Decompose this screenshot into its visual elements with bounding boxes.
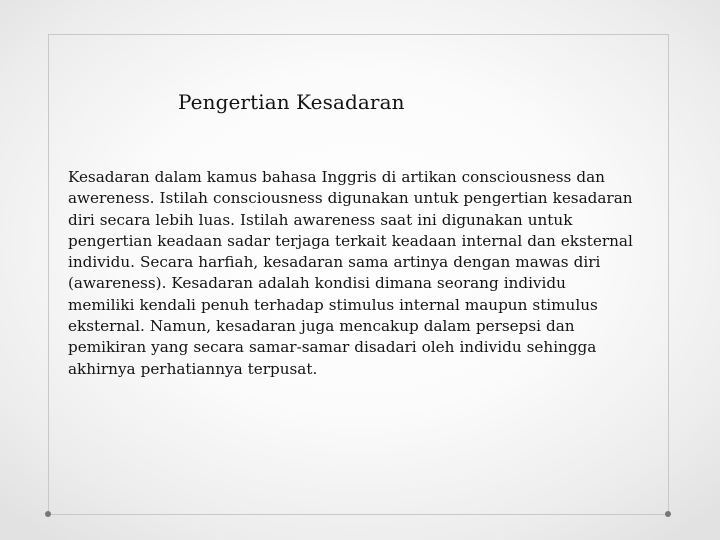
corner-dot-bottom-left-icon xyxy=(45,511,51,517)
slide-title: Pengertian Kesadaran xyxy=(178,90,405,114)
frame-bottom-line xyxy=(48,514,668,515)
frame-right-line xyxy=(668,34,669,514)
corner-dot-bottom-right-icon xyxy=(665,511,671,517)
slide-body-text: Kesadaran dalam kamus bahasa Inggris di artikan consciousness dan awereness. Istilah consciousness digunakan untuk pengertian kesadaran diri secara lebih luas. Istilah awareness saat ini digunakan untuk pengertian keadaan sadar terjaga terkait keadaan internal dan eksternal individu. Secara harfiah, kesadaran sama artinya dengan mawas diri (awareness). Kesadaran adalah kondisi dimana seorang individu memiliki kendali penuh terhadap stimulus internal maupun stimulus eksternal. Namun, kesadaran juga mencakup dalam persepsi dan pemikiran yang secara samar-samar disadari oleh individu sehingga akhirnya perhatiannya terpusat. xyxy=(68,168,633,378)
frame-left-line xyxy=(48,34,49,514)
frame-top-line xyxy=(48,34,668,35)
